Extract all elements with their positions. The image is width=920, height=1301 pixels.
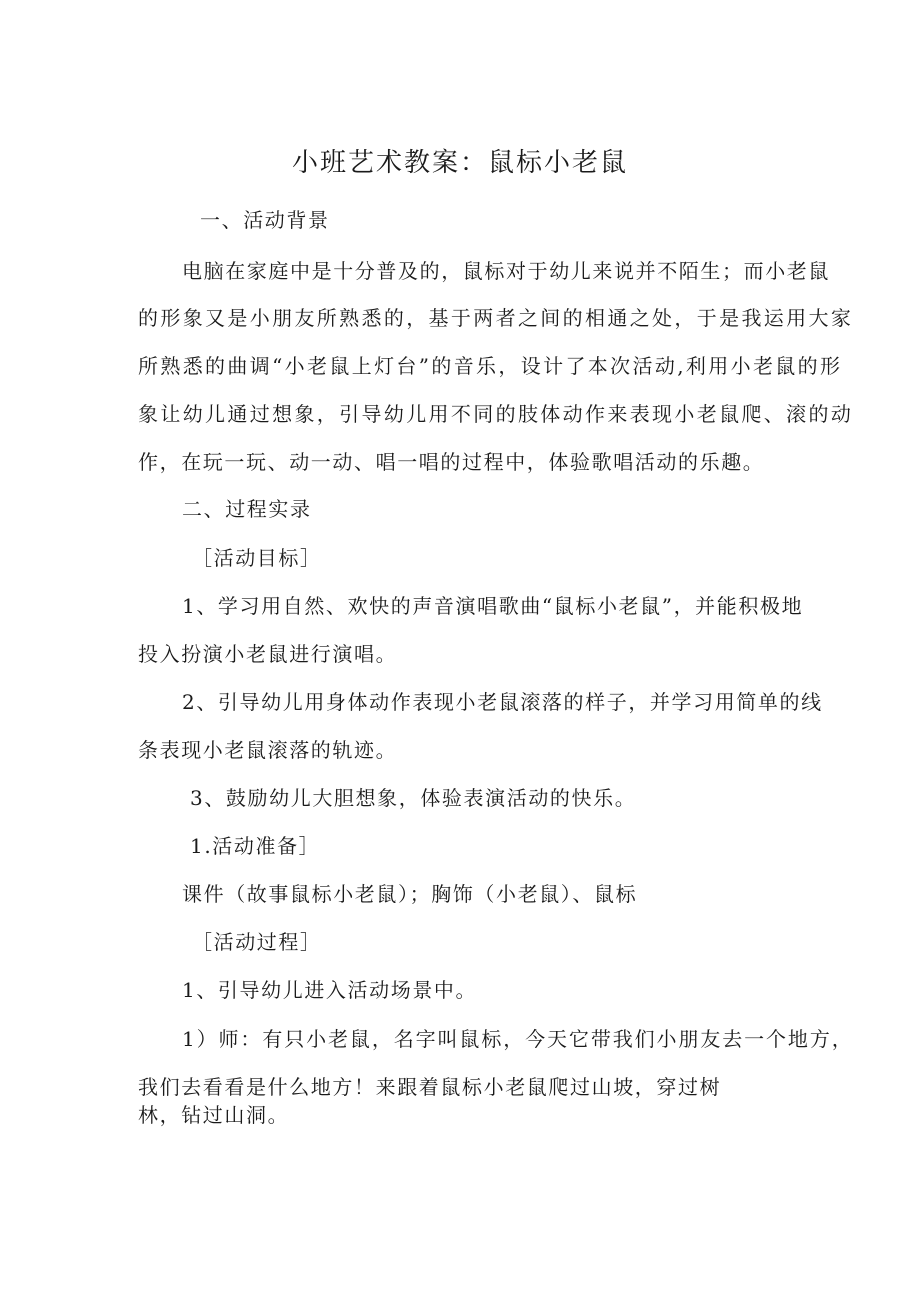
document-title: 小班艺术教案：鼠标小老鼠	[291, 148, 628, 178]
subheading-preparation: 1.活动准备］	[190, 834, 321, 858]
subheading-process: ［活动过程］	[192, 930, 322, 954]
paragraph-line: 1、引导幼儿进入活动场景中。	[182, 978, 478, 1002]
paragraph-line: 电脑在家庭中是十分普及的，鼠标对于幼儿来说并不陌生；而小老鼠	[182, 259, 830, 283]
paragraph-line: 我们去看看是什么地方！来跟着鼠标小老鼠爬过山坡，穿过树	[138, 1075, 722, 1099]
paragraph-line: 象让幼儿通过想象，引导幼儿用不同的肢体动作来表现小老鼠爬、滚的动	[138, 402, 854, 426]
paragraph-line: 3、鼓励幼儿大胆想象，体验表演活动的快乐。	[190, 786, 637, 810]
paragraph-line: 林，钻过山洞。	[138, 1103, 290, 1127]
paragraph-line: 2、引导幼儿用身体动作表现小老鼠滚落的样子，并学习用简单的线	[182, 690, 823, 714]
subheading-goals: ［活动目标］	[192, 546, 322, 570]
paragraph-line: 投入扮演小老鼠进行演唱。	[138, 642, 398, 666]
section-heading-background: 一、活动背景	[200, 208, 330, 232]
paragraph-line: 条表现小老鼠滚落的轨迹。	[138, 738, 398, 762]
paragraph-line: 课件（故事鼠标小老鼠）；胸饰（小老鼠）、鼠标	[182, 882, 638, 906]
paragraph-line: 的形象又是小朋友所熟悉的，基于两者之间的相通之处，于是我运用大家	[138, 306, 854, 330]
paragraph-line: 所熟悉的曲调“小老鼠上灯台”的音乐，设计了本次活动,利用小老鼠的形	[138, 354, 843, 378]
section-heading-process: 二、过程实录	[182, 497, 312, 521]
paragraph-line: 1）师：有只小老鼠，名字叫鼠标，今天它带我们小朋友去一个地方，	[182, 1027, 854, 1051]
paragraph-line: 作，在玩一玩、动一动、唱一唱的过程中，体验歌唱活动的乐趣。	[138, 450, 765, 474]
paragraph-line: 1、学习用自然、欢快的声音演唱歌曲“鼠标小老鼠”，并能积极地	[182, 594, 804, 618]
